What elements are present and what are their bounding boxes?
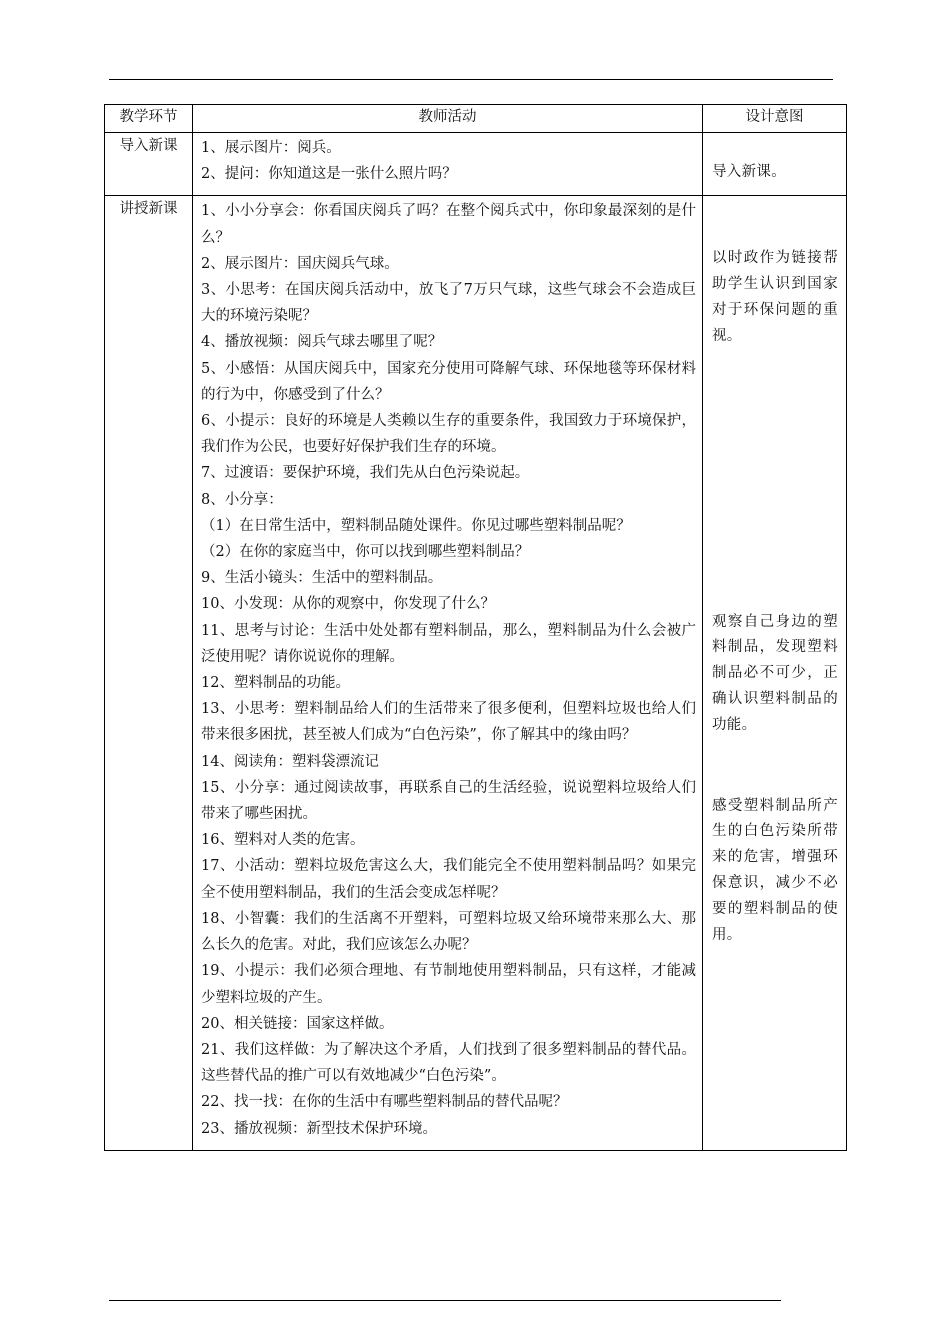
table-row: [105, 196, 847, 1150]
activities-cell: [193, 196, 703, 1150]
activity-line: （2）在你的家庭当中，你可以找到哪些塑料制品？: [201, 544, 530, 561]
header-stage: 教学环节: [105, 105, 193, 133]
activity-line: 23、播放视频：新型技术保护环境。: [201, 1120, 437, 1137]
activity-line: 15、小分享：通过阅读故事，再联系自己的生活经验，说说塑料垃圾给人们带来了哪些困扰。: [201, 779, 696, 823]
stage-cell: 导入新课: [105, 133, 193, 196]
activity-line: 13、小思考：塑料制品给人们的生活带来了很多便利，但塑料垃圾也给人们带来很多困扰，甚至被人们成为“白色污染”，你了解其中的缘由吗？: [201, 701, 696, 744]
activities-cell: [193, 133, 703, 196]
intent-text: 感受塑料制品所产生的白色污染所带来的危害，增强环保意识，减少不必要的塑料制品的使用。: [712, 797, 838, 943]
activity-line: （1）在日常生活中，塑料制品随处课件。你见过哪些塑料制品呢？: [201, 517, 631, 534]
activity-line: 16、塑料对人类的危害。: [201, 832, 365, 849]
activity-line: 20、相关链接：国家这样做。: [201, 1015, 394, 1032]
table-row: [105, 133, 847, 196]
activity-line: 10、小发现：从你的观察中，你发现了什么？: [201, 596, 495, 613]
intent-text: 以时政作为链接帮助学生认识到国家对于环保问题的重视。: [712, 250, 838, 344]
activity-line: 14、阅读角：塑料袋漂流记: [201, 753, 379, 770]
intent-text: 观察自己身边的塑料制品，发现塑料制品必不可少，正确认识塑料制品的功能。: [712, 613, 838, 733]
activity-line: 1、小小分享会：你看国庆阅兵了吗？在整个阅兵式中，你印象最深刻的是什么？: [201, 203, 696, 246]
activity-line: 19、小提示：我们必须合理地、有节制地使用塑料制品，只有这样，才能减少塑料垃圾的产生。: [201, 963, 696, 1006]
header-teacher-activities: 教师活动: [193, 105, 703, 133]
activity-line: 7、过渡语：要保护环境，我们先从白色污染说起。: [201, 465, 530, 482]
lesson-plan-table: [104, 104, 847, 1151]
footer-rule: [109, 1300, 781, 1301]
intent-text: 导入新课。: [712, 164, 786, 180]
header-rule: [109, 79, 833, 80]
table-header-row: [105, 105, 847, 133]
stage-cell: 讲授新课: [105, 196, 193, 1150]
activity-line: 9、生活小镜头：生活中的塑料制品。: [201, 570, 443, 587]
activity-line: 1、展示图片：阅兵。: [201, 140, 341, 156]
header-design-intent: 设计意图: [703, 105, 847, 133]
activity-line: 11、思考与讨论：生活中处处都有塑料制品，那么，塑料制品为什么会被广泛使用呢？请你说说你的理解。: [201, 622, 696, 665]
activity-line: 18、小智囊：我们的生活离不开塑料，可塑料垃圾又给环境带来那么大、那么长久的危害。对此，我们应该怎么办呢？: [201, 910, 696, 954]
intent-cell: [703, 133, 847, 196]
activity-line: 17、小活动：塑料垃圾危害这么大，我们能完全不使用塑料制品吗？如果完全不使用塑料制品，我们的生活会变成怎样呢？: [201, 858, 696, 901]
activity-line: 8、小分享：: [201, 491, 283, 508]
activity-line: 2、提问：你知道这是一张什么照片吗？: [201, 166, 457, 183]
activity-line: 5、小感悟：从国庆阅兵中，国家充分使用可降解气球、环保地毯等环保材料的行为中，你感受到了什么？: [201, 360, 696, 403]
activity-line: 6、小提示：良好的环境是人类赖以生存的重要条件，我国致力于环境保护，我们作为公民，也要好好保护我们生存的环境。: [201, 413, 696, 456]
activity-line: 22、找一找：在你的生活中有哪些塑料制品的替代品呢？: [201, 1094, 568, 1111]
activity-line: 3、小思考：在国庆阅兵活动中，放飞了7万只气球，这些气球会不会造成巨大的环境污染呢？: [201, 282, 696, 325]
activity-line: 2、展示图片：国庆阅兵气球。: [201, 255, 399, 272]
activity-line: 12、塑料制品的功能。: [201, 675, 350, 692]
intent-cell: [703, 196, 847, 1150]
activity-line: 21、我们这样做：为了解决这个矛盾，人们找到了很多塑料制品的替代品。这些替代品的推广可以有效地减少“白色污染”。: [201, 1041, 696, 1085]
activity-line: 4、播放视频：阅兵气球去哪里了呢？: [201, 334, 443, 351]
